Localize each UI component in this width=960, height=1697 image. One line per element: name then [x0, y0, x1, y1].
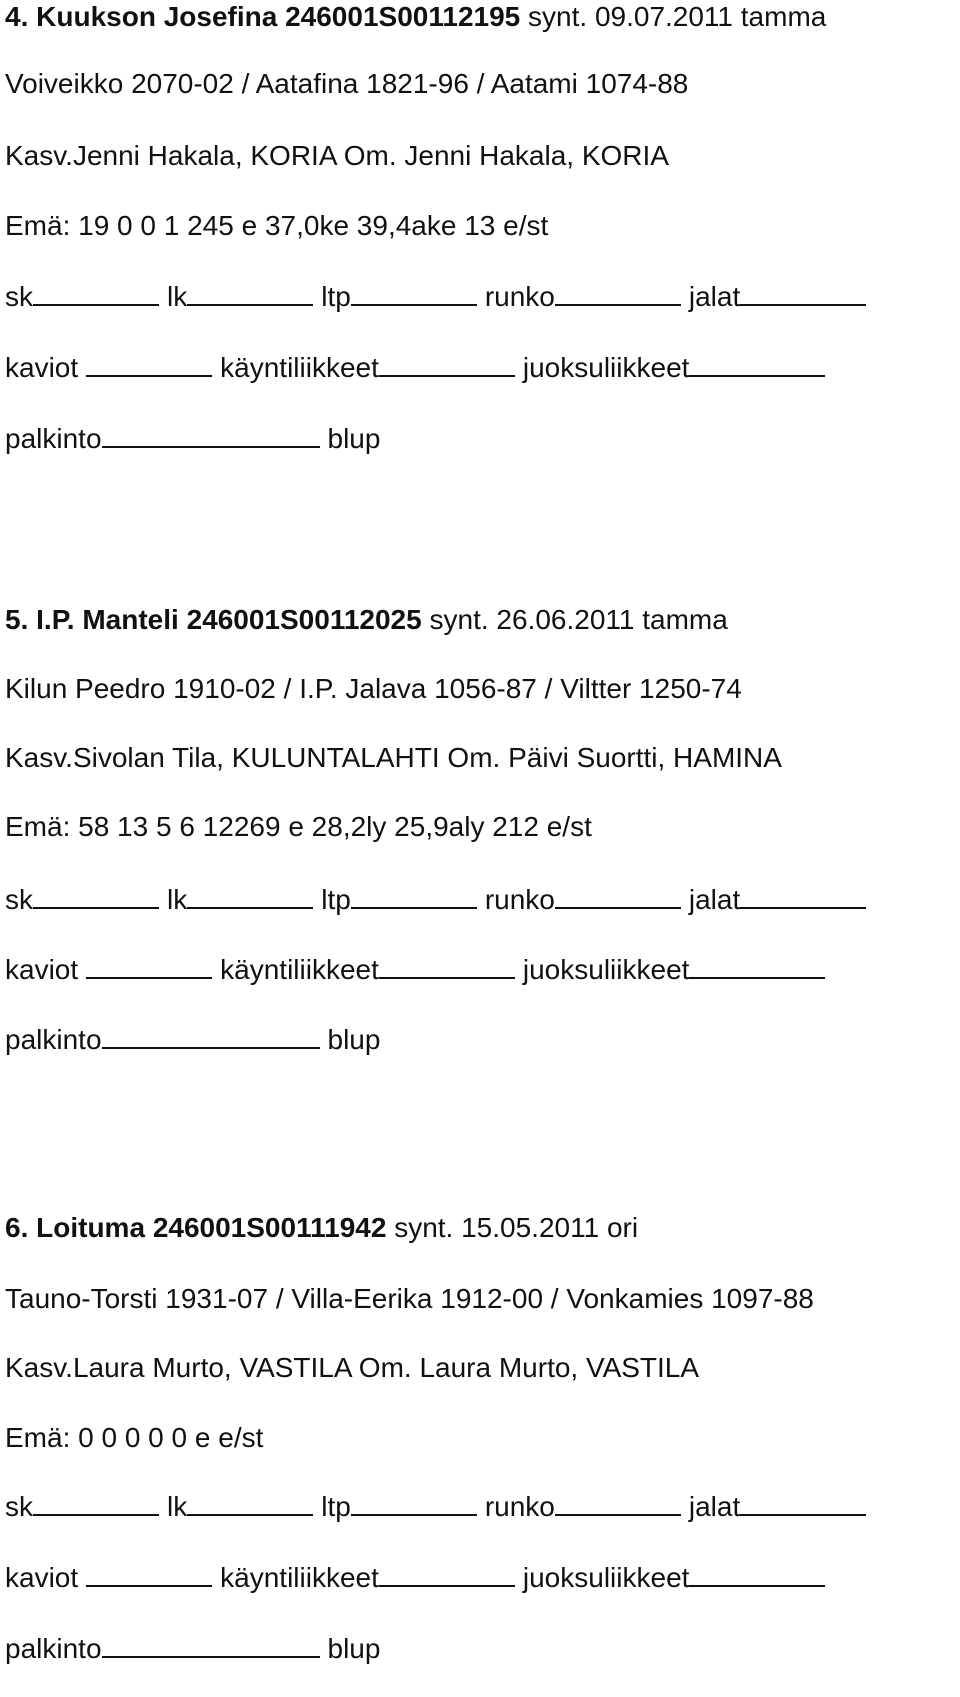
field-kayntiliikkeet-blank[interactable]: [379, 351, 515, 377]
field-blup-label: blup: [327, 1633, 381, 1664]
field-jalat-blank[interactable]: [740, 883, 866, 909]
registration-number: 246001S00112025: [186, 604, 422, 635]
field-ltp-blank[interactable]: [351, 280, 477, 306]
field-ltp-label: ltp: [321, 884, 351, 915]
breeder-owner: Kasv.Jenni Hakala, KORIA Om. Jenni Hakala, KORIA: [5, 140, 669, 171]
score-row-2: [5, 953, 825, 987]
field-kaviot-label: kaviot: [5, 1562, 79, 1593]
field-juoksuliikkeet-blank[interactable]: [689, 1561, 825, 1587]
birth-info: synt. 26.06.2011 tamma: [429, 604, 728, 635]
field-palkinto-blank[interactable]: [102, 1023, 320, 1049]
score-row-1: [5, 280, 866, 314]
horse-name: Kuukson Josefina: [36, 1, 278, 32]
field-jalat-label: jalat: [688, 281, 741, 312]
field-palkinto-label: palkinto: [5, 1024, 102, 1055]
field-kaviot-label: kaviot: [5, 352, 79, 383]
field-runko-blank[interactable]: [555, 280, 681, 306]
field-sk-blank[interactable]: [33, 280, 159, 306]
dam-record: Emä: 58 13 5 6 12269 e 28,2ly 25,9aly 212 e/st: [5, 811, 592, 842]
entry-heading: [5, 0, 826, 34]
entry-number: 6.: [5, 1212, 29, 1243]
field-runko-label: runko: [484, 884, 555, 915]
field-blup-label: blup: [327, 1024, 381, 1055]
field-runko-blank[interactable]: [555, 883, 681, 909]
field-sk-blank[interactable]: [33, 1490, 159, 1516]
pedigree: Voiveikko 2070-02 / Aatafina 1821-96 / Aatami 1074-88: [5, 68, 689, 99]
field-sk-label: sk: [5, 884, 33, 915]
field-kaviot-blank[interactable]: [86, 1561, 212, 1587]
field-kayntiliikkeet-label: käyntiliikkeet: [220, 1562, 379, 1593]
breeder-owner: Kasv.Laura Murto, VASTILA Om. Laura Murto, VASTILA: [5, 1352, 700, 1383]
field-palkinto-blank[interactable]: [102, 422, 320, 448]
field-ltp-label: ltp: [321, 281, 351, 312]
entry-heading: [5, 1211, 638, 1245]
field-lk-label: lk: [167, 1491, 188, 1522]
field-juoksuliikkeet-label: juoksuliikkeet: [522, 352, 690, 383]
dam-record: Emä: 0 0 0 0 0 e e/st: [5, 1422, 264, 1453]
field-blup-label: blup: [327, 423, 381, 454]
registration-number: 246001S00111942: [152, 1212, 387, 1243]
field-lk-label: lk: [167, 884, 188, 915]
field-kayntiliikkeet-label: käyntiliikkeet: [220, 352, 379, 383]
birth-info: synt. 15.05.2011 ori: [394, 1212, 639, 1243]
field-palkinto-label: palkinto: [5, 1633, 102, 1664]
field-jalat-blank[interactable]: [740, 280, 866, 306]
field-lk-blank[interactable]: [187, 280, 313, 306]
field-kaviot-label: kaviot: [5, 954, 79, 985]
score-row-3: [5, 1023, 380, 1057]
field-sk-blank[interactable]: [33, 883, 159, 909]
field-jalat-label: jalat: [688, 884, 741, 915]
field-runko-label: runko: [484, 1491, 555, 1522]
field-kaviot-blank[interactable]: [86, 953, 212, 979]
score-row-1: [5, 883, 866, 917]
registration-number: 246001S00112195: [285, 1, 521, 32]
field-lk-blank[interactable]: [187, 1490, 313, 1516]
field-juoksuliikkeet-blank[interactable]: [689, 953, 825, 979]
field-ltp-blank[interactable]: [351, 883, 477, 909]
score-row-3: [5, 422, 380, 456]
field-jalat-blank[interactable]: [740, 1490, 866, 1516]
field-palkinto-label: palkinto: [5, 423, 102, 454]
field-runko-label: runko: [484, 281, 555, 312]
field-lk-label: lk: [167, 281, 188, 312]
score-row-2: [5, 1561, 825, 1595]
pedigree: Kilun Peedro 1910-02 / I.P. Jalava 1056-87 / Viltter 1250-74: [5, 673, 742, 704]
field-jalat-label: jalat: [688, 1491, 741, 1522]
pedigree: Tauno-Torsti 1931-07 / Villa-Eerika 1912-00 / Vonkamies 1097-88: [5, 1283, 814, 1314]
field-juoksuliikkeet-label: juoksuliikkeet: [522, 1562, 690, 1593]
field-juoksuliikkeet-blank[interactable]: [689, 351, 825, 377]
field-sk-label: sk: [5, 1491, 33, 1522]
breeder-owner: Kasv.Sivolan Tila, KULUNTALAHTI Om. Päivi Suortti, HAMINA: [5, 742, 782, 773]
field-palkinto-blank[interactable]: [102, 1632, 320, 1658]
horse-name: I.P. Manteli: [36, 604, 179, 635]
birth-info: synt. 09.07.2011 tamma: [528, 1, 827, 32]
field-ltp-blank[interactable]: [351, 1490, 477, 1516]
entry-number: 4.: [5, 1, 29, 32]
score-row-1: [5, 1490, 866, 1524]
field-sk-label: sk: [5, 281, 33, 312]
field-lk-blank[interactable]: [187, 883, 313, 909]
score-row-3: [5, 1632, 380, 1666]
field-kaviot-blank[interactable]: [86, 351, 212, 377]
field-kayntiliikkeet-blank[interactable]: [379, 1561, 515, 1587]
field-kayntiliikkeet-blank[interactable]: [379, 953, 515, 979]
score-row-2: [5, 351, 825, 385]
field-ltp-label: ltp: [321, 1491, 351, 1522]
dam-record: Emä: 19 0 0 1 245 e 37,0ke 39,4ake 13 e/st: [5, 210, 549, 241]
field-juoksuliikkeet-label: juoksuliikkeet: [522, 954, 690, 985]
horse-name: Loituma: [36, 1212, 146, 1243]
field-kayntiliikkeet-label: käyntiliikkeet: [220, 954, 379, 985]
entry-heading: [5, 603, 728, 637]
field-runko-blank[interactable]: [555, 1490, 681, 1516]
entry-number: 5.: [5, 604, 29, 635]
